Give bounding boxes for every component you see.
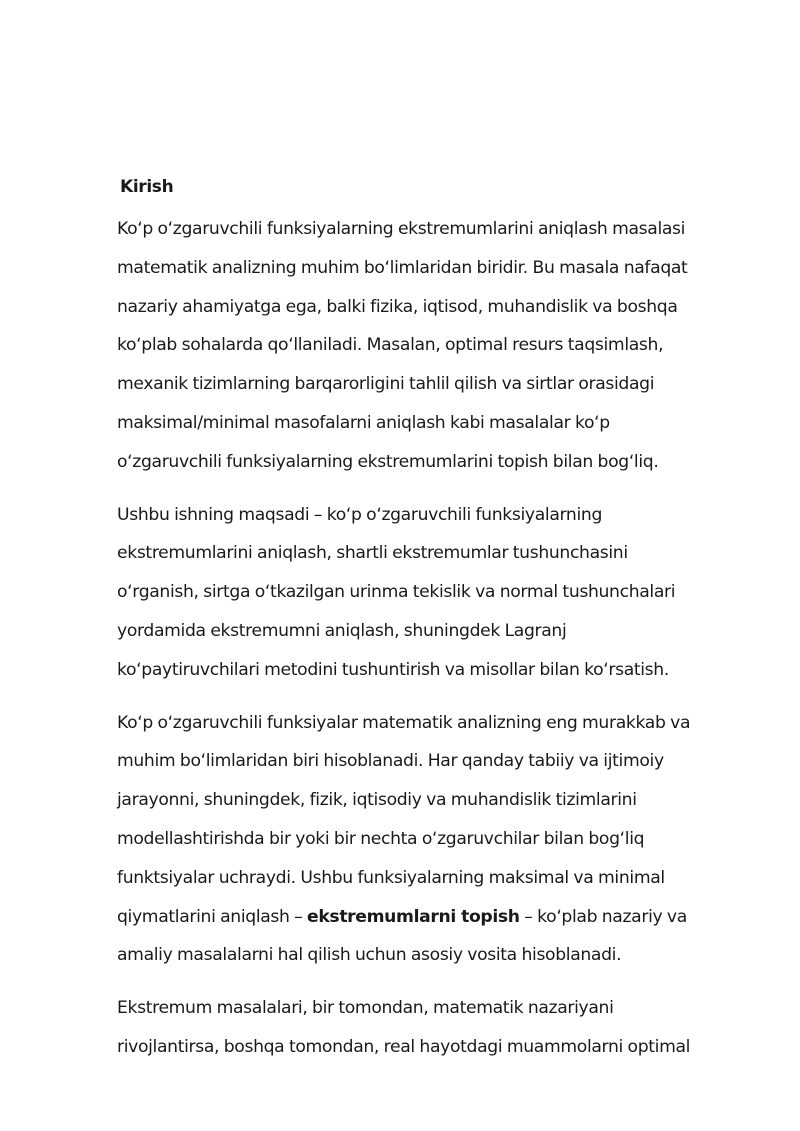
- text-line: o‘rganish, sirtga o‘tkazilgan urinma tekislik va normal tushunchalari: [117, 582, 676, 603]
- paragraph-3: [117, 704, 742, 976]
- text-line-with-emphasis: [117, 898, 742, 937]
- text-line: matematik analizning muhim bo‘limlaridan biridir. Bu masala nafaqat: [117, 257, 688, 278]
- text-line: ko‘plab sohalarda qo‘llaniladi. Masalan, optimal resurs taqsimlash,: [117, 335, 664, 356]
- paragraph-2: [117, 496, 742, 690]
- text-segment: – ko‘plab nazariy va: [519, 906, 687, 927]
- text-line: Ko‘p o‘zgaruvchili funksiyalar matematik analizning eng murakkab va: [117, 712, 691, 733]
- text-line: amaliy masalalarni hal qilish uchun asosiy vosita hisoblanadi.: [117, 945, 622, 966]
- document-page: [117, 160, 742, 1081]
- section-heading: Kirish: [120, 177, 174, 197]
- text-line: Ko‘p o‘zgaruvchili funksiyalarning ekstremumlarini aniqlash masalasi: [117, 219, 686, 239]
- text-line: o‘zgaruvchili funksiyalarning ekstremumlarini topish bilan bog‘liq.: [117, 451, 659, 472]
- text-line: ekstremumlarini aniqlash, shartli ekstremumlar tushunchasini: [117, 543, 628, 564]
- text-line: maksimal/minimal masofalarni aniqlash kabi masalalar ko‘p: [117, 412, 610, 433]
- text-line: funktsiyalar uchraydi. Ushbu funksiyalarning maksimal va minimal: [117, 867, 665, 888]
- text-line: Ekstremum masalalari, bir tomondan, matematik nazariyani: [117, 998, 614, 1019]
- text-line: muhim bo‘limlaridan biri hisoblanadi. Har qanday tabiiy va ijtimoiy: [117, 751, 664, 772]
- emphasized-term: ekstremumlarni topish: [307, 906, 520, 927]
- text-line: jarayonni, shuningdek, fizik, iqtisodiy va muhandislik tizimlarini: [117, 790, 637, 811]
- text-segment: qiymatlarini aniqlash –: [117, 906, 308, 927]
- text-line: rivojlantirsa, boshqa tomondan, real hayotdagi muammolarni optimal: [117, 1036, 691, 1057]
- paragraph-1: [117, 210, 742, 482]
- text-line: mexanik tizimlarning barqarorligini tahlil qilish va sirtlar orasidagi: [117, 374, 655, 395]
- text-line: Ushbu ishning maqsadi – ko‘p o‘zgaruvchili funksiyalarning: [117, 504, 602, 525]
- text-line: yordamida ekstremumni aniqlash, shuningdek Lagranj: [117, 620, 567, 641]
- text-line: modellashtirishda bir yoki bir nechta o‘zgaruvchilar bilan bog‘liq: [117, 828, 645, 849]
- text-line: nazariy ahamiyatga ega, balki fizika, iqtisod, muhandislik va boshqa: [117, 296, 678, 317]
- paragraph-4: [117, 989, 742, 1067]
- text-line: ko‘paytiruvchilari metodini tushuntirish va misollar bilan ko‘rsatish.: [117, 659, 669, 680]
